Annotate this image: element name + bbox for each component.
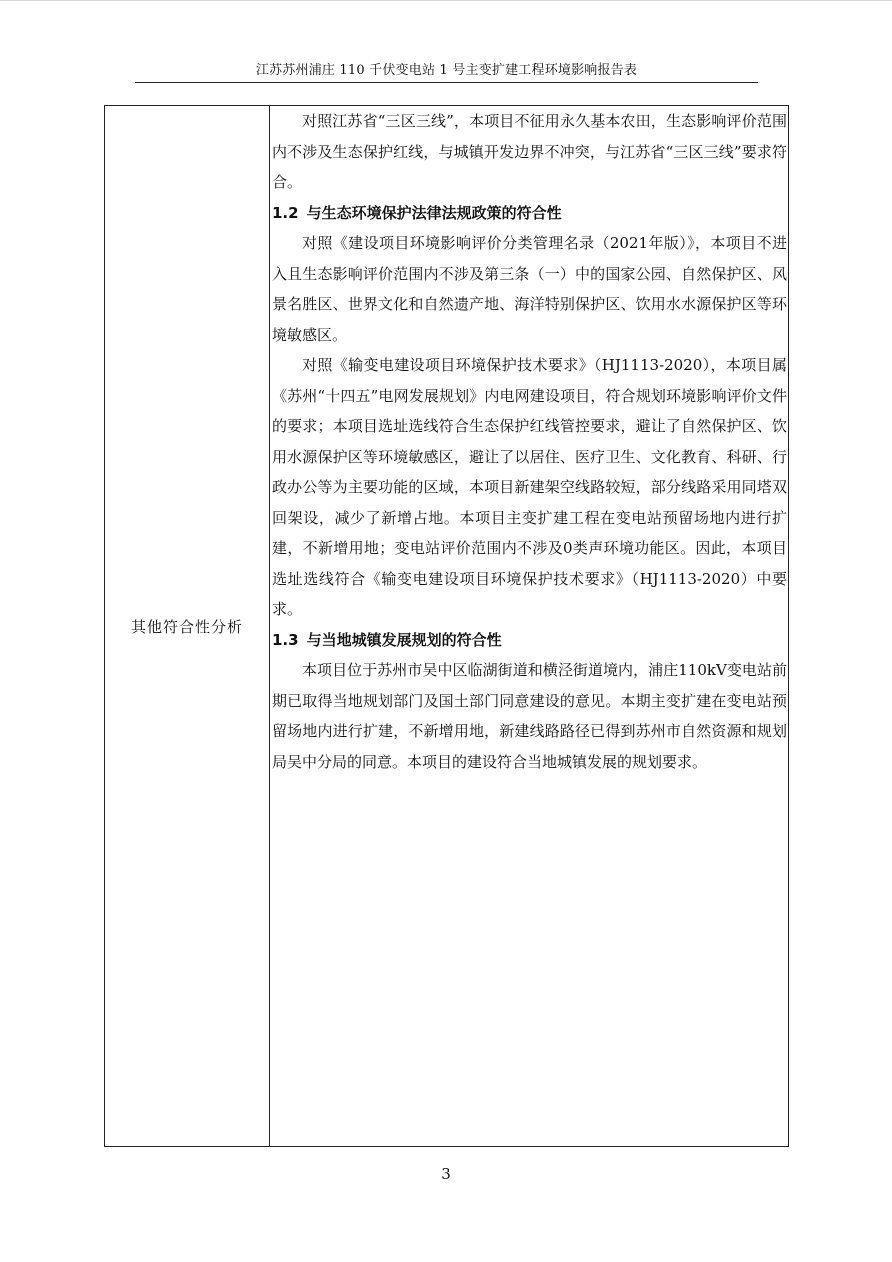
section-heading-1-3 [272, 625, 787, 656]
content-cell [272, 106, 787, 1146]
page-top-edge [0, 0, 892, 1]
row-label: 其他符合性分析 [130, 617, 243, 636]
section-number: 1.2 [272, 203, 299, 222]
content-body [272, 106, 787, 777]
section-number: 1.3 [272, 630, 299, 649]
section-title: 与生态环境保护法律法规政策的符合性 [306, 203, 562, 222]
running-header: 江苏苏州浦庄 110 千伏变电站 1 号主变扩建工程环境影响报告表 [255, 63, 638, 78]
section-heading-1-2 [272, 198, 787, 229]
section-paragraph: 对照《建设项目环境影响评价分类管理名录（2021年版）》，本项目不进入且生态影响评价范围内不涉及第三条（一）中的国家公园、自然保护区、风景名胜区、世界文化和自然遗产地、海洋特别保护区、饮用水水源保护区等环境敏感区。 [272, 234, 787, 344]
column-divider [269, 106, 270, 1146]
section-title: 与当地城镇发展规划的符合性 [306, 630, 502, 649]
analysis-table [104, 105, 789, 1147]
intro-paragraph: 对照江苏省“三区三线”，本项目不征用永久基本农田，生态影响评价范围内不涉及生态保护红线，与城镇开发边界不冲突，与江苏省“三区三线”要求符合。 [272, 112, 787, 191]
section-paragraph: 对照《输变电建设项目环境保护技术要求》（HJ1113-2020），本项目属《苏州“十四五”电网发展规划》内电网建设项目，符合规划环境影响评价文件的要求；本项目选址选线符合生态保护红线管控要求，避让了自然保护区、饮用水源保护区等环境敏感区，避让了以居住、医疗卫生、文化教育、科研、行政办公等为主要功能的区域，本项目新建架空线路较短，部分线路采用同塔双回架设，减少了新增占地。本项目主变扩建工程在变电站预留场地内进行扩建，不新增用地；变电站评价范围内不涉及0类声环境功能区。因此，本项目选址选线符合《输变电建设项目环境保护技术要求》（HJ1113-2020）中要求。 [272, 356, 787, 618]
page-number: 3 [441, 1165, 451, 1183]
label-cell [105, 106, 269, 1146]
section-paragraph: 本项目位于苏州市吴中区临湖街道和横泾街道境内，浦庄110kV变电站前期已取得当地规划部门及国土部门同意建设的意见。本期主变扩建在变电站预留场地内进行扩建，不新增用地，新建线路路径已得到苏州市自然资源和规划局吴中分局的同意。本项目的建设符合当地城镇发展的规划要求。 [272, 661, 787, 771]
header-rule [135, 82, 758, 83]
